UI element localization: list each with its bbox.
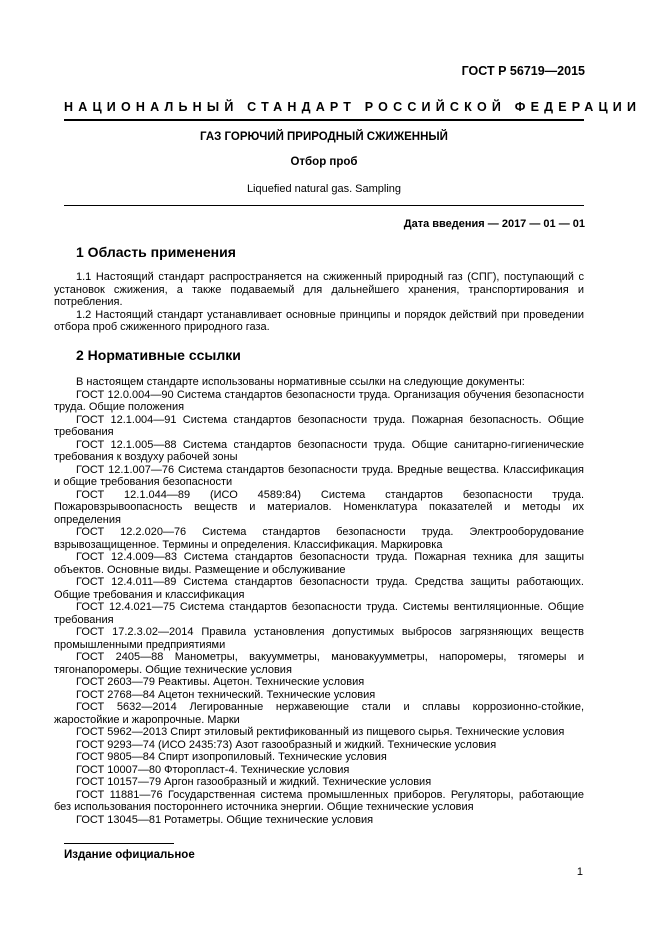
reference-item: ГОСТ 2603—79 Реактивы. Ацетон. Технические условия (76, 676, 365, 688)
section-1-body (54, 271, 584, 334)
english-title: Liquefied natural gas. Sampling (246, 183, 402, 195)
reference-item: ГОСТ 2768—84 Ацетон технический. Технические условия (76, 688, 376, 701)
title-rule (64, 205, 584, 206)
standard-code: ГОСТ Р 56719—2015 (461, 64, 585, 78)
reference-item: ГОСТ 12.0.004—90 Система стандартов безопасности труда. Организация обучения безопасности труда. Общие положения (54, 388, 584, 413)
reference-item: ГОСТ 12.2.020—76 Система стандартов безопасности труда. Электрооборудование взрывозащищенное. Термины и определения. Классификация. Маркировка (54, 526, 584, 551)
official-edition-label: Издание официальное (64, 849, 195, 861)
footer-rule (64, 843, 174, 844)
document-subtitle: Отбор проб (290, 156, 358, 168)
national-standard-banner: НАЦИОНАЛЬНЫЙ СТАНДАРТ РОССИЙСКОЙ ФЕДЕРАЦИИ (64, 100, 642, 114)
paragraph: 1.2 Настоящий стандарт устанавливает основные принципы и порядок действий при проведении отбора проб сжиженного природного газа. (54, 308, 584, 333)
reference-item: ГОСТ 12.1.007—76 Система стандартов безопасности труда. Вредные вещества. Классификация и общие требования безопасности (54, 463, 584, 488)
reference-item: ГОСТ 12.4.021—75 Система стандартов безопасности труда. Системы вентиляционные. Общие требования (54, 601, 584, 626)
section-2-heading: 2 Нормативные ссылки (76, 347, 241, 363)
document-title: ГАЗ ГОРЮЧИЙ ПРИРОДНЫЙ СЖИЖЕННЫЙ (200, 131, 448, 143)
reference-item: ГОСТ 12.4.009—83 Система стандартов безопасности труда. Пожарная техника для защиты объектов. Основные виды. Размещение и обслуживание (54, 551, 584, 576)
reference-item: ГОСТ 10007—80 Фторопласт-4. Технические условия (76, 763, 350, 776)
reference-item: ГОСТ 2405—88 Манометры, вакуумметры, мановакуумметры, напоромеры, тягомеры и тягонапоромеры. Общие технические условия (54, 651, 584, 676)
reference-item: ГОСТ 12.1.005—88 Система стандартов безопасности труда. Общие санитарно-гигиенические требования к воздуху рабочей зоны (54, 438, 584, 463)
introduction-date: Дата введения — 2017 — 01 — 01 (403, 218, 585, 230)
section-2-body (54, 376, 584, 826)
page-number: 1 (576, 866, 583, 878)
reference-item: ГОСТ 11881—76 Государственная система промышленных приборов. Регуляторы, работающие без использования постороннего источника энергии. Общие технические условия (54, 788, 584, 813)
reference-item: ГОСТ 12.1.004—91 Система стандартов безопасности труда. Пожарная безопасность. Общие требования (54, 413, 584, 438)
paragraph: В настоящем стандарте использованы нормативные ссылки на следующие документы: (76, 376, 525, 388)
reference-item: ГОСТ 5632—2014 Легированные нержавеющие стали и сплавы коррозионно-стойкие, жаростойкие и жаропрочные. Марки (54, 701, 584, 726)
reference-item: ГОСТ 13045—81 Ротаметры. Общие технические условия (76, 813, 374, 826)
header-rule (64, 119, 584, 121)
reference-item: ГОСТ 5962—2013 Спирт этиловый ректификованный из пищевого сырья. Технические условия (76, 726, 565, 738)
reference-item: ГОСТ 10157—79 Аргон газообразный и жидкий. Технические условия (76, 776, 432, 788)
reference-item: ГОСТ 9805—84 Спирт изопропиловый. Технические условия (76, 751, 387, 763)
section-1-heading: 1 Область применения (76, 244, 236, 260)
reference-item: ГОСТ 9293—74 (ИСО 2435:73) Азот газообразный и жидкий. Технические условия (76, 738, 497, 751)
paragraph: 1.1 Настоящий стандарт распространяется на сжиженный природный газ (СПГ), поступающий с установок сжижения, а также подаваемый для дальнейшего хранения, транспортирования и потребления. (54, 271, 584, 308)
reference-item: ГОСТ 17.2.3.02—2014 Правила установления допустимых выбросов загрязняющих веществ промышленными предприятиями (54, 626, 584, 651)
reference-item: ГОСТ 12.1.044—89 (ИСО 4589:84) Система стандартов безопасности труда. Пожаровзрывоопасность веществ и материалов. Номенклатура показателей и методы их определения (54, 488, 584, 526)
reference-item: ГОСТ 12.4.011—89 Система стандартов безопасности труда. Средства защиты работающих. Общие требования и классификация (54, 576, 584, 601)
